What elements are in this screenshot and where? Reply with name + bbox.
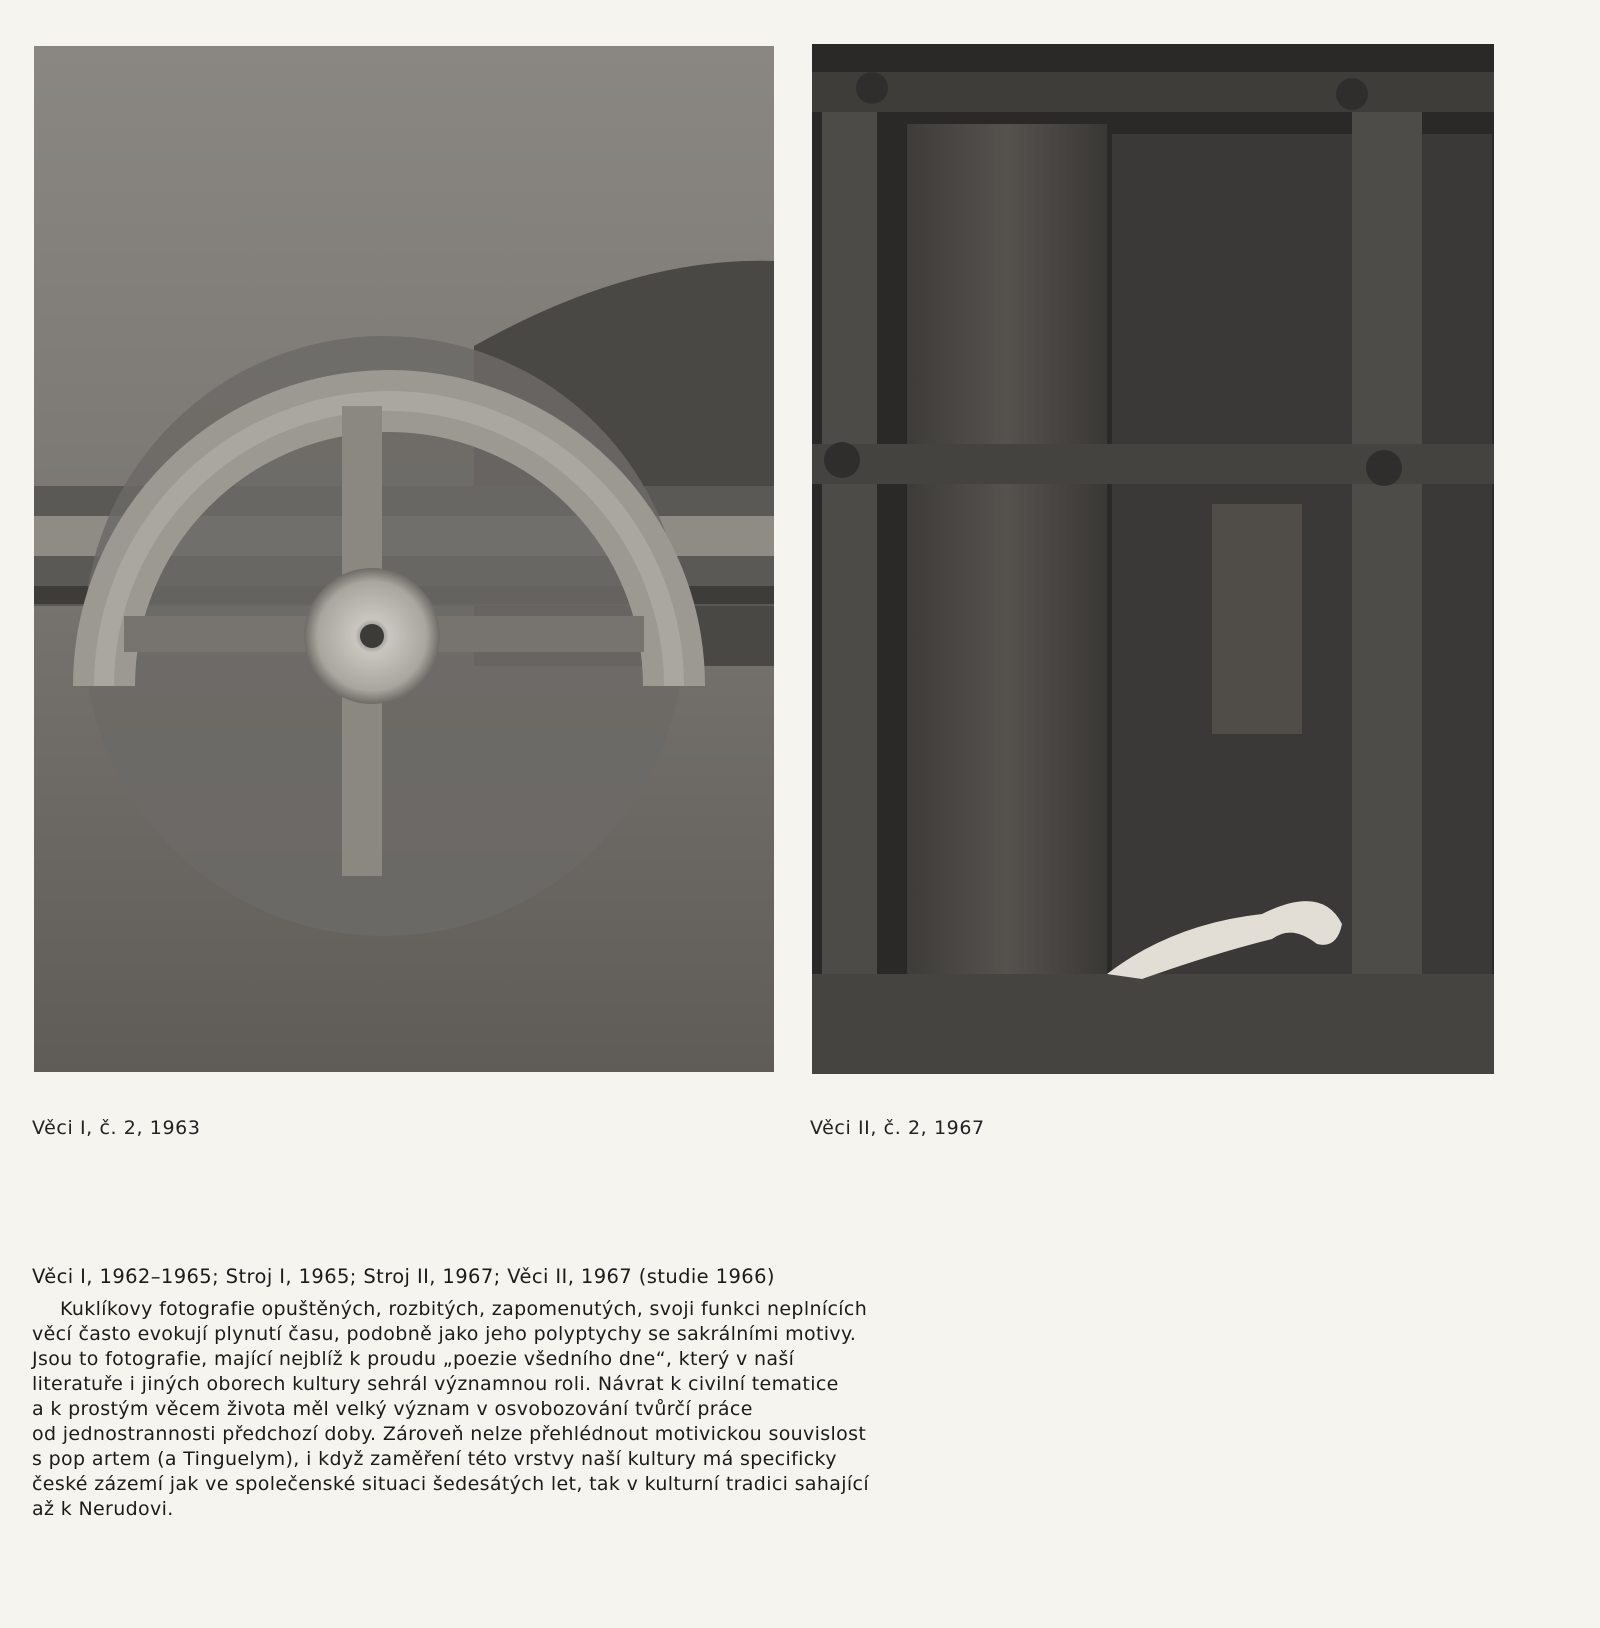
paragraph-line: až k Nerudovi. bbox=[32, 1498, 174, 1520]
paragraph-line: české zázemí jak ve společenské situaci šedesátých let, tak v kulturní tradici sahající bbox=[32, 1473, 869, 1495]
paragraph-line: s pop artem (a Tinguelym), i když zaměření této vrstvy naší kultury má specificky bbox=[32, 1448, 837, 1470]
photo-veci-i bbox=[34, 46, 774, 1072]
photo-veci-ii-image bbox=[812, 44, 1494, 1074]
section-heading: Věci I, 1962–1965; Stroj I, 1965; Stroj II, 1967; Věci II, 1967 (studie 1966) bbox=[32, 1265, 775, 1288]
photo-veci-ii bbox=[812, 44, 1494, 1074]
paragraph-line: Kuklíkovy fotografie opuštěných, rozbitých, zapomenutých, svoji funkci neplnících bbox=[60, 1298, 868, 1320]
photo-veci-i-image bbox=[34, 46, 774, 1072]
body-paragraph bbox=[32, 1297, 1032, 1522]
paragraph-line: Jsou to fotografie, mající nejblíž k proudu „poezie všedního dne“, který v naší bbox=[32, 1348, 795, 1370]
paragraph-line: a k prostým věcem života měl velký význam v osvobozování tvůrčí práce bbox=[32, 1398, 753, 1420]
paragraph-line: od jednostrannosti předchozí doby. Zároveň nelze přehlédnout motivickou souvislost bbox=[32, 1423, 867, 1445]
paragraph-line: věcí často evokují plynutí času, podobně jako jeho polyptychy se sakrálními motivy. bbox=[32, 1323, 857, 1345]
caption-veci-ii: Věci II, č. 2, 1967 bbox=[810, 1117, 985, 1139]
caption-veci-i: Věci I, č. 2, 1963 bbox=[32, 1117, 201, 1139]
paragraph-line: literatuře i jiných oborech kultury sehrál významnou roli. Návrat k civilní tematice bbox=[32, 1373, 839, 1395]
